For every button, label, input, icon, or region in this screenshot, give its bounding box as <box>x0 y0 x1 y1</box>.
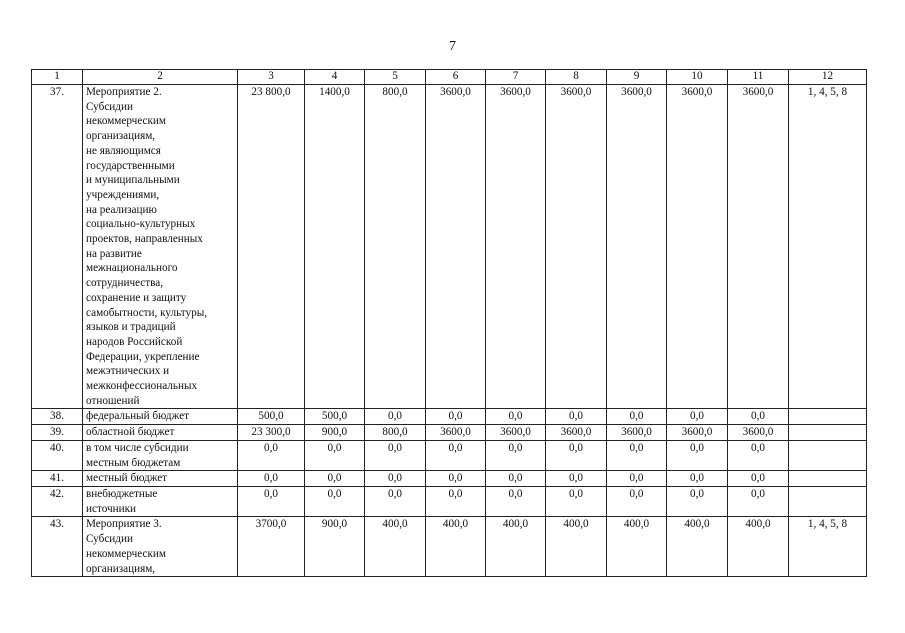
value-cell-col-5: 0,0 <box>365 440 426 470</box>
value-cell-col-9: 0,0 <box>607 486 667 516</box>
value-cell-col-6: 3600,0 <box>426 85 486 409</box>
page-number: 7 <box>449 39 456 54</box>
column-header-8: 8 <box>546 70 607 85</box>
value-cell-col-10: 0,0 <box>667 440 728 470</box>
table-row <box>32 486 867 516</box>
column-header-5: 5 <box>365 70 426 85</box>
row-number: 38. <box>32 409 83 425</box>
column-header-2: 2 <box>83 70 238 85</box>
table-row <box>32 409 867 425</box>
table-row <box>32 85 867 409</box>
row-name: областной бюджет <box>83 425 238 441</box>
value-cell-col-8: 0,0 <box>546 409 607 425</box>
value-cell-col-7: 0,0 <box>486 440 546 470</box>
value-cell-col-4: 900,0 <box>305 517 365 577</box>
value-cell-col-7: 3600,0 <box>486 85 546 409</box>
value-cell-col-8: 400,0 <box>546 517 607 577</box>
value-cell-col-4: 900,0 <box>305 425 365 441</box>
value-cell-col-11: 400,0 <box>728 517 789 577</box>
row-name: федеральный бюджет <box>83 409 238 425</box>
target-indicators-cell: 1, 4, 5, 8 <box>789 85 867 409</box>
value-cell-col-9: 400,0 <box>607 517 667 577</box>
row-number: 40. <box>32 440 83 470</box>
value-cell-col-10: 0,0 <box>667 486 728 516</box>
table-row <box>32 517 867 577</box>
value-cell-col-11: 0,0 <box>728 440 789 470</box>
value-cell-col-4: 0,0 <box>305 440 365 470</box>
value-cell-col-5: 0,0 <box>365 409 426 425</box>
value-cell-col-8: 3600,0 <box>546 425 607 441</box>
column-header-6: 6 <box>426 70 486 85</box>
table-row <box>32 425 867 441</box>
value-cell-col-3: 3700,0 <box>238 517 305 577</box>
table-header-row <box>32 70 867 85</box>
row-name: в том числе субсидии местным бюджетам <box>83 440 238 470</box>
value-cell-col-9: 0,0 <box>607 409 667 425</box>
value-cell-col-11: 3600,0 <box>728 85 789 409</box>
value-cell-col-9: 3600,0 <box>607 425 667 441</box>
column-header-9: 9 <box>607 70 667 85</box>
value-cell-col-3: 23 800,0 <box>238 85 305 409</box>
row-name: Мероприятие 3. Субсидии некоммерческим организациям, <box>83 517 238 577</box>
value-cell-col-5: 800,0 <box>365 85 426 409</box>
column-header-12: 12 <box>789 70 867 85</box>
value-cell-col-6: 0,0 <box>426 409 486 425</box>
row-number: 39. <box>32 425 83 441</box>
value-cell-col-7: 400,0 <box>486 517 546 577</box>
value-cell-col-10: 400,0 <box>667 517 728 577</box>
value-cell-col-7: 3600,0 <box>486 425 546 441</box>
target-indicators-cell <box>789 471 867 487</box>
value-cell-col-11: 0,0 <box>728 471 789 487</box>
value-cell-col-5: 800,0 <box>365 425 426 441</box>
value-cell-col-10: 3600,0 <box>667 85 728 409</box>
column-header-11: 11 <box>728 70 789 85</box>
value-cell-col-3: 23 300,0 <box>238 425 305 441</box>
value-cell-col-8: 0,0 <box>546 471 607 487</box>
value-cell-col-6: 3600,0 <box>426 425 486 441</box>
value-cell-col-4: 0,0 <box>305 486 365 516</box>
target-indicators-cell <box>789 440 867 470</box>
row-name: внебюджетные источники <box>83 486 238 516</box>
value-cell-col-8: 0,0 <box>546 440 607 470</box>
value-cell-col-5: 400,0 <box>365 517 426 577</box>
column-header-3: 3 <box>238 70 305 85</box>
value-cell-col-4: 0,0 <box>305 471 365 487</box>
value-cell-col-8: 3600,0 <box>546 85 607 409</box>
value-cell-col-3: 0,0 <box>238 486 305 516</box>
value-cell-col-4: 500,0 <box>305 409 365 425</box>
row-name: местный бюджет <box>83 471 238 487</box>
value-cell-col-7: 0,0 <box>486 486 546 516</box>
value-cell-col-9: 0,0 <box>607 440 667 470</box>
target-indicators-cell <box>789 486 867 516</box>
target-indicators-cell <box>789 425 867 441</box>
value-cell-col-11: 0,0 <box>728 409 789 425</box>
value-cell-col-9: 0,0 <box>607 471 667 487</box>
value-cell-col-6: 0,0 <box>426 440 486 470</box>
column-header-1: 1 <box>32 70 83 85</box>
target-indicators-cell: 1, 4, 5, 8 <box>789 517 867 577</box>
value-cell-col-9: 3600,0 <box>607 85 667 409</box>
value-cell-col-10: 0,0 <box>667 471 728 487</box>
value-cell-col-4: 1400,0 <box>305 85 365 409</box>
value-cell-col-11: 0,0 <box>728 486 789 516</box>
value-cell-col-10: 3600,0 <box>667 425 728 441</box>
column-header-7: 7 <box>486 70 546 85</box>
row-number: 42. <box>32 486 83 516</box>
value-cell-col-6: 400,0 <box>426 517 486 577</box>
row-number: 41. <box>32 471 83 487</box>
value-cell-col-6: 0,0 <box>426 471 486 487</box>
value-cell-col-10: 0,0 <box>667 409 728 425</box>
value-cell-col-5: 0,0 <box>365 471 426 487</box>
budget-table <box>31 69 867 577</box>
row-number: 43. <box>32 517 83 577</box>
value-cell-col-3: 0,0 <box>238 471 305 487</box>
target-indicators-cell <box>789 409 867 425</box>
row-name: Мероприятие 2. Субсидии некоммерческим организациям, не являющимся государственными и муниципальными учреждениями, на реализацию социально-культурных проектов, направленных на развитие межнационального сотрудничества, сохранение и защиту самобытности, культуры, языков и традиций народов Российской Федерации, укрепление межэтнических и межконфессиональных отношений <box>83 85 238 409</box>
value-cell-col-3: 0,0 <box>238 440 305 470</box>
value-cell-col-7: 0,0 <box>486 471 546 487</box>
value-cell-col-3: 500,0 <box>238 409 305 425</box>
value-cell-col-5: 0,0 <box>365 486 426 516</box>
column-header-10: 10 <box>667 70 728 85</box>
value-cell-col-8: 0,0 <box>546 486 607 516</box>
column-header-4: 4 <box>305 70 365 85</box>
table-row <box>32 440 867 470</box>
value-cell-col-11: 3600,0 <box>728 425 789 441</box>
value-cell-col-6: 0,0 <box>426 486 486 516</box>
row-number: 37. <box>32 85 83 409</box>
value-cell-col-7: 0,0 <box>486 409 546 425</box>
table-row <box>32 471 867 487</box>
